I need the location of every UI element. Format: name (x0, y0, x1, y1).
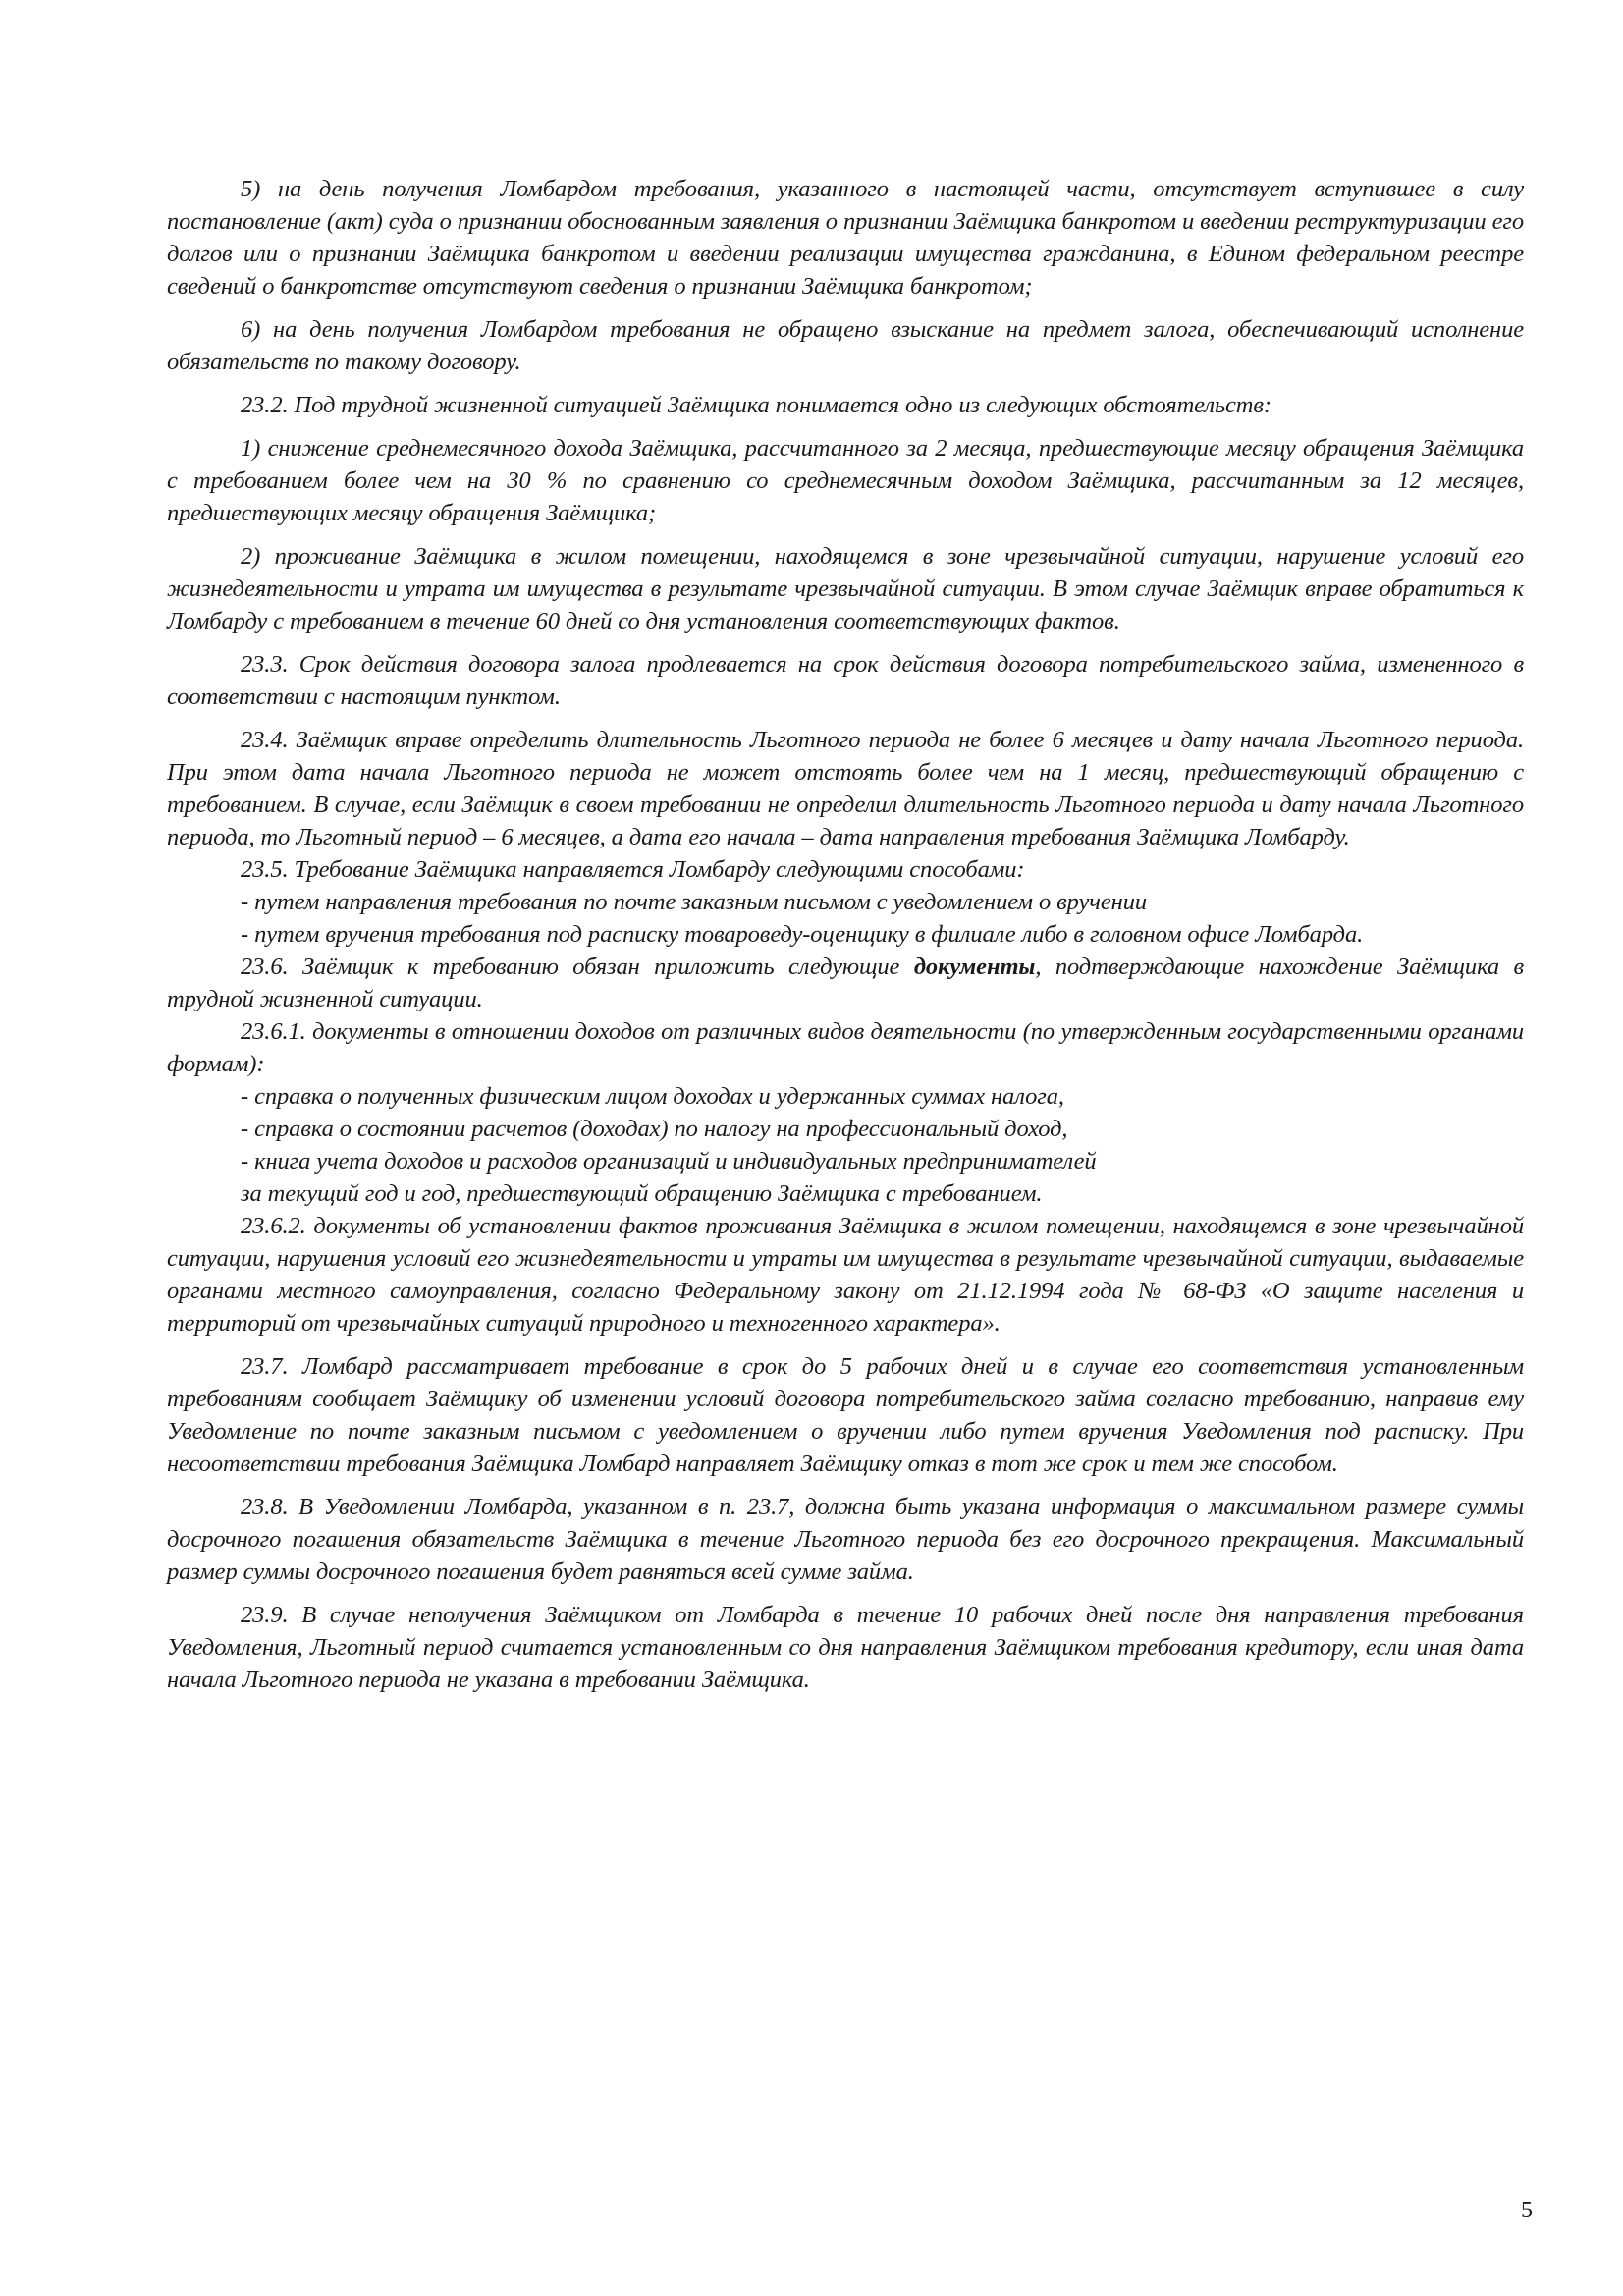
section-23-6-text-before: 23.6. Заёмщик к требованию обязан приложить следующие (241, 954, 914, 980)
section-23-4: 23.4. Заёмщик вправе определить длительность Льготного периода не более 6 месяцев и дату начала Льготного периода. При этом дата начала Льготного периода не может отстоять более чем на 1 месяц, предшествующий обращению с требованием. В случае, если Заёмщик в своем требовании не определил длительность Льготного периода и дату начала Льготного периода, то Льготный период – 6 месяцев, а дата его начала – дата направления требования Заёмщика Ломбарду. (167, 727, 1524, 850)
section-23-7: 23.7. Ломбард рассматривает требование в срок до 5 рабочих дней и в случае его соответствия установленным требованиям сообщает Заёмщику об изменении условий договора потребительского займа согласно требованию, направив ему Уведомление по почте заказным письмом с уведомлением о вручении либо путем вручения Уведомления под расписку. При несоответствии требования Заёмщика Ломбард направляет Заёмщику отказ в тот же срок и тем же способом. (167, 1353, 1524, 1477)
section-23-6-1-period: за текущий год и год, предшествующий обращению Заёмщика с требованием. (241, 1180, 1043, 1207)
section-23-8: 23.8. В Уведомлении Ломбарда, указанном в п. 23.7, должна быть указана информация о максимальном размере суммы досрочного погашения обязательств Заёмщика в течение Льготного периода без его досрочного прекращения. Максимальный размер суммы досрочного погашения будет равняться всей сумме займа. (167, 1494, 1524, 1585)
section-23-5: 23.5. Требование Заёмщика направляется Ломбарду следующими способами: (241, 856, 1025, 883)
section-23-6-1-doc-2: - справка о состоянии расчетов (доходах) по налогу на профессиональный доход, (241, 1116, 1068, 1142)
section-23-2: 23.2. Под трудной жизненной ситуацией Заёмщика понимается одно из следующих обстоятельств: (241, 392, 1271, 418)
section-23-2-item-1: 1) снижение среднемесячного дохода Заёмщика, рассчитанного за 2 месяца, предшествующие месяцу обращения Заёмщика с требованием более чем на 30 % по сравнению со среднемесячным доходом Заёмщика, рассчитанным за 12 месяцев, предшествующих месяцу обращения Заёмщика; (167, 435, 1524, 526)
section-23-2-item-2: 2) проживание Заёмщика в жилом помещении, находящемся в зоне чрезвычайной ситуации, нарушение условий его жизнедеятельности и утрата им имущества в результате чрезвычайной ситуации. В этом случае Заёмщик вправе обратиться к Ломбарду с требованием в течение 60 дней со дня установления соответствующих фактов. (167, 543, 1524, 634)
section-23-6-1-doc-3: - книга учета доходов и расходов организаций и индивидуальных предпринимателей (241, 1148, 1097, 1175)
section-23-5-method-1: - путем направления требования по почте заказным письмом с уведомлением о вручении (241, 889, 1148, 915)
section-23-9: 23.9. В случае неполучения Заёмщиком от Ломбарда в течение 10 рабочих дней после дня направления требования Уведомления, Льготный период считается установленным со дня направления Заёмщиком требования кредитору, если иная дата начала Льготного периода не указана в требовании Заёмщика. (167, 1602, 1524, 1693)
section-23-6-bold-documents: документы (913, 954, 1036, 980)
document-body (167, 173, 1524, 1696)
paragraph-item-6: 6) на день получения Ломбардом требования не обращено взыскание на предмет залога, обеспечивающий исполнение обязательств по такому договору. (167, 316, 1524, 375)
section-23-6-2: 23.6.2. документы об установлении фактов проживания Заёмщика в жилом помещении, находящемся в зоне чрезвычайной ситуации, нарушения условий его жизнедеятельности и утраты им имущества в результате чрезвычайной ситуации, выдаваемые органами местного самоуправления, согласно Федеральному закону от 21.12.1994 года № 68-ФЗ «О защите населения и территорий от чрезвычайных ситуаций природного и техногенного характера». (167, 1213, 1524, 1337)
section-23-6-1-doc-1: - справка о полученных физическим лицом доходах и удержанных суммах налога, (241, 1083, 1064, 1110)
paragraph-item-5: 5) на день получения Ломбардом требования, указанного в настоящей части, отсутствует вступившее в силу постановление (акт) суда о признании обоснованным заявления о признании Заёмщика банкротом и введении реструктуризации его долгов или о признании Заёмщика банкротом и введении реализации имущества гражданина, в Едином федеральном реестре сведений о банкротстве отсутствуют сведения о признании Заёмщика банкротом; (167, 176, 1524, 300)
section-23-3: 23.3. Срок действия договора залога продлевается на срок действия договора потребительского займа, измененного в соответствии с настоящим пунктом. (167, 651, 1524, 710)
section-23-6-text-after: , подтверждающие нахождение Заёмщика в трудной жизненной ситуации. (167, 954, 1524, 1012)
page-number: 5 (1521, 2198, 1533, 2223)
section-23-6-1: 23.6.1. документы в отношении доходов от различных видов деятельности (по утвержденным государственными органами формам): (167, 1018, 1524, 1077)
section-23-5-method-2: - путем вручения требования под расписку товароведу-оценщику в филиале либо в головном офисе Ломбарда. (241, 921, 1364, 948)
section-23-6 (167, 951, 1524, 1015)
